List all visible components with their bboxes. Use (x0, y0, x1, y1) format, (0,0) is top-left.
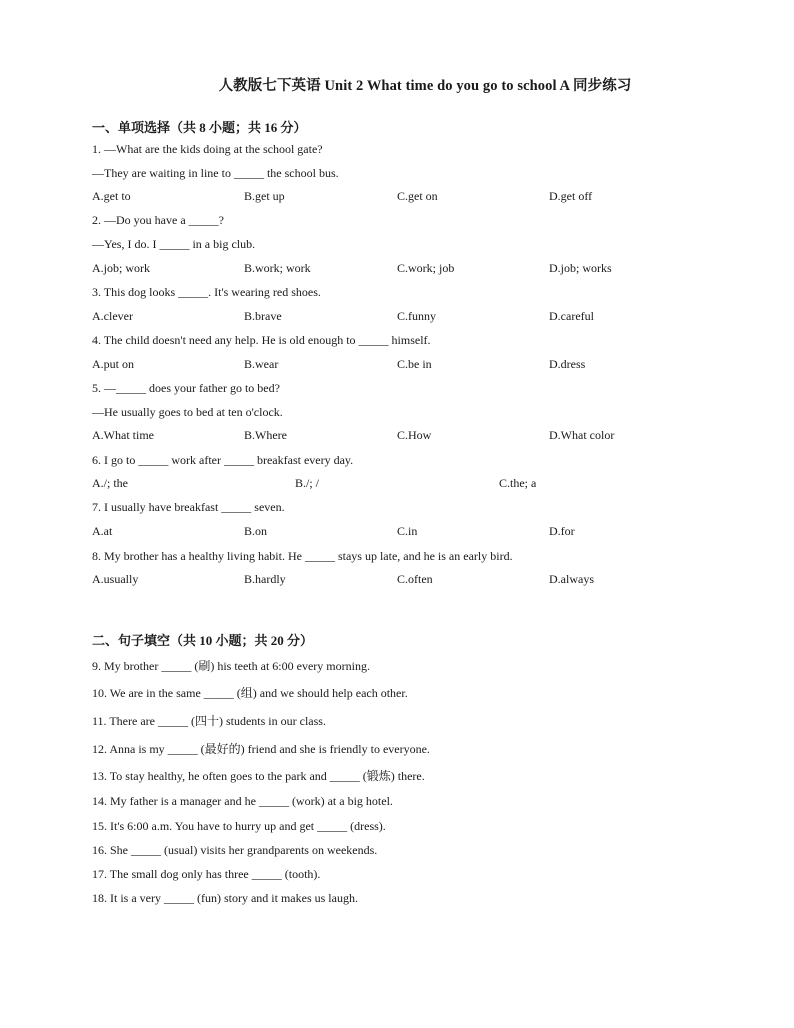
question-5-option-d: D.What color (549, 428, 615, 442)
fill-in-item-15: 15. It's 6:00 a.m. You have to hurry up and get _____ (dress). (92, 819, 386, 833)
question-4-option-d: D.dress (549, 357, 586, 371)
question-7-option-a: A.at (92, 524, 113, 538)
question-3-option-b: B.brave (244, 309, 282, 323)
question-7-option-c: C.in (397, 524, 418, 538)
fill-in-item-11: 11. There are _____ (四十) students in our class. (92, 714, 326, 728)
question-6-line-1: 6. I go to _____ work after _____ breakfast every day. (92, 453, 354, 467)
question-6-option-a: A./; the (92, 476, 128, 490)
fill-in-item-9: 9. My brother _____ (刷) his teeth at 6:00 every morning. (92, 659, 370, 673)
question-8-option-b: B.hardly (244, 572, 286, 586)
question-6-option-c: C.the; a (499, 476, 537, 490)
question-1-line-1: 1. —What are the kids doing at the school gate? (92, 142, 323, 156)
question-2-option-b: B.work; work (244, 261, 311, 275)
question-1-option-c: C.get on (397, 189, 438, 203)
question-8-option-a: A.usually (92, 572, 139, 586)
fill-in-item-13: 13. To stay healthy, he often goes to the park and _____ (锻炼) there. (92, 769, 425, 783)
question-4-option-c: C.be in (397, 357, 432, 371)
question-1-option-b: B.get up (244, 189, 285, 203)
question-2-option-c: C.work; job (397, 261, 455, 275)
question-6-option-b: B./; / (295, 476, 320, 490)
question-7-line-1: 7. I usually have breakfast _____ seven. (92, 500, 285, 514)
question-3-option-c: C.funny (397, 309, 436, 323)
section-1-heading: 一、单项选择（共 8 小题；共 16 分） (92, 120, 307, 135)
question-8-line-1: 8. My brother has a healthy living habit. He _____ stays up late, and he is an early bird. (92, 549, 513, 563)
question-7-option-d: D.for (549, 524, 575, 538)
fill-in-item-10: 10. We are in the same _____ (组) and we should help each other. (92, 686, 408, 700)
question-1-option-d: D.get off (549, 189, 593, 203)
fill-in-item-16: 16. She _____ (usual) visits her grandparents on weekends. (92, 843, 378, 857)
question-3-option-a: A.clever (92, 309, 133, 323)
question-3-line-1: 3. This dog looks _____. It's wearing red shoes. (92, 285, 321, 299)
fill-in-item-17: 17. The small dog only has three _____ (tooth). (92, 867, 321, 881)
question-2-line-1: 2. —Do you have a _____? (92, 213, 224, 227)
question-1-line-2: —They are waiting in line to _____ the school bus. (92, 166, 339, 180)
question-5-option-a: A.What time (92, 428, 154, 442)
question-1-option-a: A.get to (92, 189, 131, 203)
question-7-option-b: B.on (244, 524, 268, 538)
question-5-option-b: B.Where (244, 428, 287, 442)
worksheet-title: 人教版七下英语 Unit 2 What time do you go to school A 同步练习 (218, 78, 632, 94)
fill-in-item-12: 12. Anna is my _____ (最好的) friend and she is friendly to everyone. (92, 742, 430, 756)
question-2-option-d: D.job; works (549, 261, 612, 275)
question-2-option-a: A.job; work (92, 261, 150, 275)
question-5-line-2: —He usually goes to bed at ten o'clock. (92, 405, 283, 419)
question-8-option-d: D.always (549, 572, 594, 586)
question-4-option-a: A.put on (92, 357, 134, 371)
question-8-option-c: C.often (397, 572, 433, 586)
question-4-line-1: 4. The child doesn't need any help. He is old enough to _____ himself. (92, 333, 431, 347)
question-5-line-1: 5. —_____ does your father go to bed? (92, 381, 280, 395)
fill-in-item-18: 18. It is a very _____ (fun) story and it makes us laugh. (92, 891, 358, 905)
question-2-line-2: —Yes, I do. I _____ in a big club. (92, 237, 256, 251)
question-5-option-c: C.How (397, 428, 432, 442)
section-2-heading: 二、句子填空（共 10 小题；共 20 分） (92, 633, 314, 648)
question-3-option-d: D.careful (549, 309, 594, 323)
fill-in-item-14: 14. My father is a manager and he _____ (work) at a big hotel. (92, 794, 393, 808)
question-4-option-b: B.wear (244, 357, 279, 371)
